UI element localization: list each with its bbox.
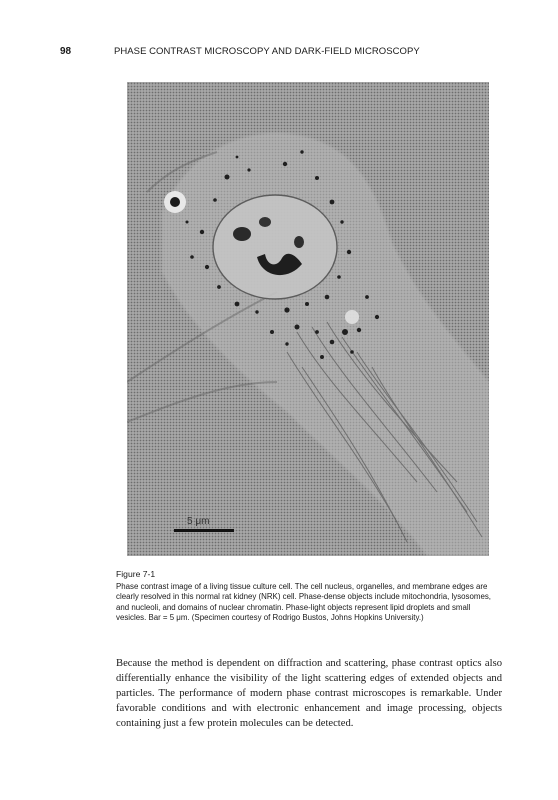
running-title: PHASE CONTRAST MICROSCOPY AND DARK-FIELD MICROSCOPY bbox=[114, 46, 420, 57]
figure-caption-text: Phase contrast image of a living tissue culture cell. The cell nucleus, organelles, and membrane edges are clearly resolved in this normal rat kidney (NRK) cell. Phase-dense objects include mitochondria, lysosomes, and nucleoli, and domains of nuclear chromatin. Phase-light objects represent lipid droplets and small vesicles. Bar = 5 μm. (Specimen courtesy of Rodrigo Bustos, Johns Hopkins University.) bbox=[116, 581, 491, 623]
figure-label: Figure 7-1 bbox=[116, 569, 156, 579]
figure-caption bbox=[116, 569, 494, 624]
cell-nucleus bbox=[213, 195, 337, 299]
micrograph-figure bbox=[127, 82, 489, 556]
micrograph-image bbox=[127, 82, 489, 556]
page-number: 98 bbox=[60, 46, 72, 57]
scale-bar-label: 5 μm bbox=[187, 516, 210, 527]
body-paragraph: Because the method is dependent on diffraction and scattering, phase contrast optics also differentially enhance the visibility of the light scattering edges of extended objects and particles. The performance of modern phase contrast microscopes is remarkable. Under favorable conditions and with electronic enhancement and image processing, objects containing just a few protein molecules can be detected. bbox=[116, 658, 502, 729]
running-head bbox=[60, 45, 518, 59]
scale-bar bbox=[174, 529, 234, 532]
